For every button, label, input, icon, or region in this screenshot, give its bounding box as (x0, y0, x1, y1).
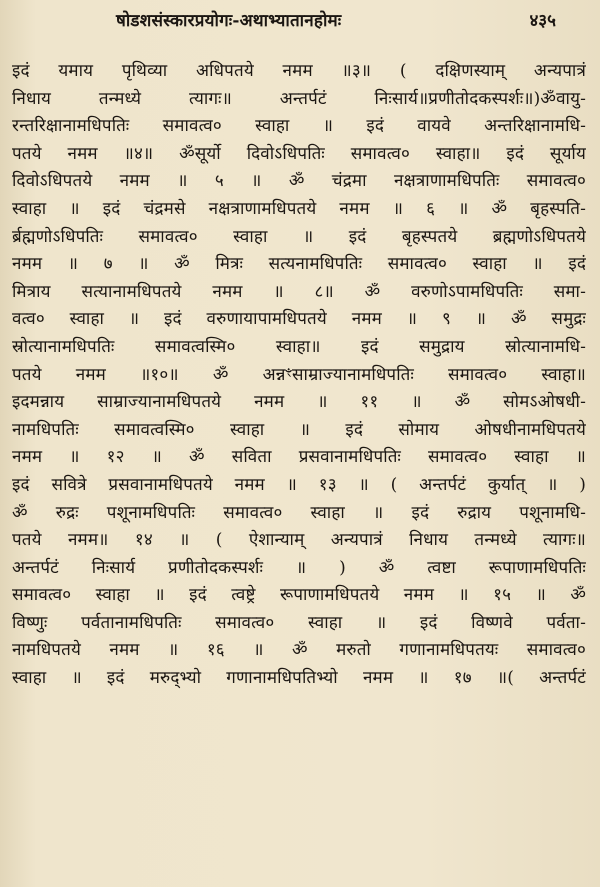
text-line: इदं सवित्रे प्रसवानामधिपतये नमम ॥ १३ ॥ ( अन्तर्पटं कुर्यात् ॥ ) (12, 474, 586, 495)
text-line: इदमन्नाय साम्राज्यानामधिपतये नमम ॥ ११ ॥ ॐ सोमऽओषधी- (12, 392, 586, 413)
text-line: स्वाहा ॥ इदं मरुद्भ्यो गणानामधिपतिभ्यो नमम ॥ १७ ॥( अन्तर्पटं (12, 668, 586, 689)
text-line: पतये नमम ॥४॥ ॐसूर्यो दिवोऽधिपतिः समावत्व० स्वाहा॥ इदं सूर्याय (12, 143, 586, 164)
text-line: नामधिपतये नमम ॥ १६ ॥ ॐ मरुतो गणानामधिपतयः समावत्व० (12, 640, 586, 661)
text-line: नामधिपतिः समावत्वस्मि० स्वाहा ॥ इदं सोमाय ओषधीनामधिपतये (12, 419, 586, 440)
text-line: मित्राय सत्यानामधिपतये नमम ॥ ८॥ ॐ वरुणोऽपामधिपतिः समा- (12, 281, 586, 302)
text-line: विष्णुः पर्वतानामधिपतिः समावत्व० स्वाहा ॥ इदं विष्णवे पर्वता- (12, 612, 586, 633)
text-line: दिवोऽधिपतये नमम ॥ ५ ॥ ॐ चंद्रमा नक्षत्राणामधिपतिः समावत्व० (12, 171, 586, 192)
text-line: र्ब्रह्मणोऽधिपतिः समावत्व० स्वाहा ॥ इदं बृहस्पतये ब्रह्मणोऽधिपतये (12, 226, 586, 247)
text-line: स्रोत्यानामधिपतिः समावत्वस्मि० स्वाहा॥ इदं समुद्राय स्रोत्यानामधि- (12, 336, 586, 357)
text-line: इदं यमाय पृथिव्या अधिपतये नमम ॥३॥ ( दक्षिणस्याम् अन्यपात्रं (12, 61, 586, 81)
text-line: समावत्व० स्वाहा ॥ इदं त्वष्ट्रे रूपाणामधिपतये नमम ॥ १५ ॥ ॐ (12, 585, 586, 606)
body-text (12, 58, 586, 693)
text-line: पतये नमम ॥१०॥ ॐ अन्नꣳसाम्राज्यानामधिपतिः समावत्व० स्वाहा॥ (12, 364, 586, 385)
text-line: निधाय तन्मध्ये त्यागः॥ अन्तर्पटं निःसार्य॥प्रणीतोदकस्पर्शः॥)ॐवायु- (12, 88, 586, 109)
text-line: नमम ॥ ७ ॥ ॐ मित्रः सत्यनामधिपतिः समावत्व० स्वाहा ॥ इदं (12, 254, 586, 275)
running-title: षोडशसंस्कारप्रयोगः-अथाभ्यातानहोमः (116, 11, 342, 31)
page-header (0, 8, 600, 32)
text-line: स्वाहा ॥ इदं चंद्रमसे नक्षत्राणामधिपतये नमम ॥ ६ ॥ ॐ बृहस्पति- (12, 198, 586, 219)
page-number: ४३५ (529, 11, 556, 31)
text-line: अन्तर्पटं निःसार्य प्रणीतोदकस्पर्शः ॥ ) ॐ त्वष्टा रूपाणामधिपतिः (12, 557, 586, 578)
text-line: पतये नमम॥ १४ ॥ ( ऐशान्याम् अन्यपात्रं निधाय तन्मध्ये त्यागः॥ (12, 530, 586, 551)
text-line: नमम ॥ १२ ॥ ॐ सविता प्रसवानामधिपतिः समावत्व० स्वाहा ॥ (12, 447, 586, 468)
text-line: वत्व० स्वाहा ॥ इदं वरुणायापामधिपतये नमम ॥ ९ ॥ ॐ समुद्रः (12, 309, 586, 330)
text-line: ॐ रुद्रः पशूनामधिपतिः समावत्व० स्वाहा ॥ इदं रुद्राय पशूनामधि- (12, 502, 586, 523)
text-line: रन्तरिक्षानामधिपतिः समावत्व० स्वाहा ॥ इदं वायवे अन्तरिक्षानामधि- (12, 116, 586, 137)
